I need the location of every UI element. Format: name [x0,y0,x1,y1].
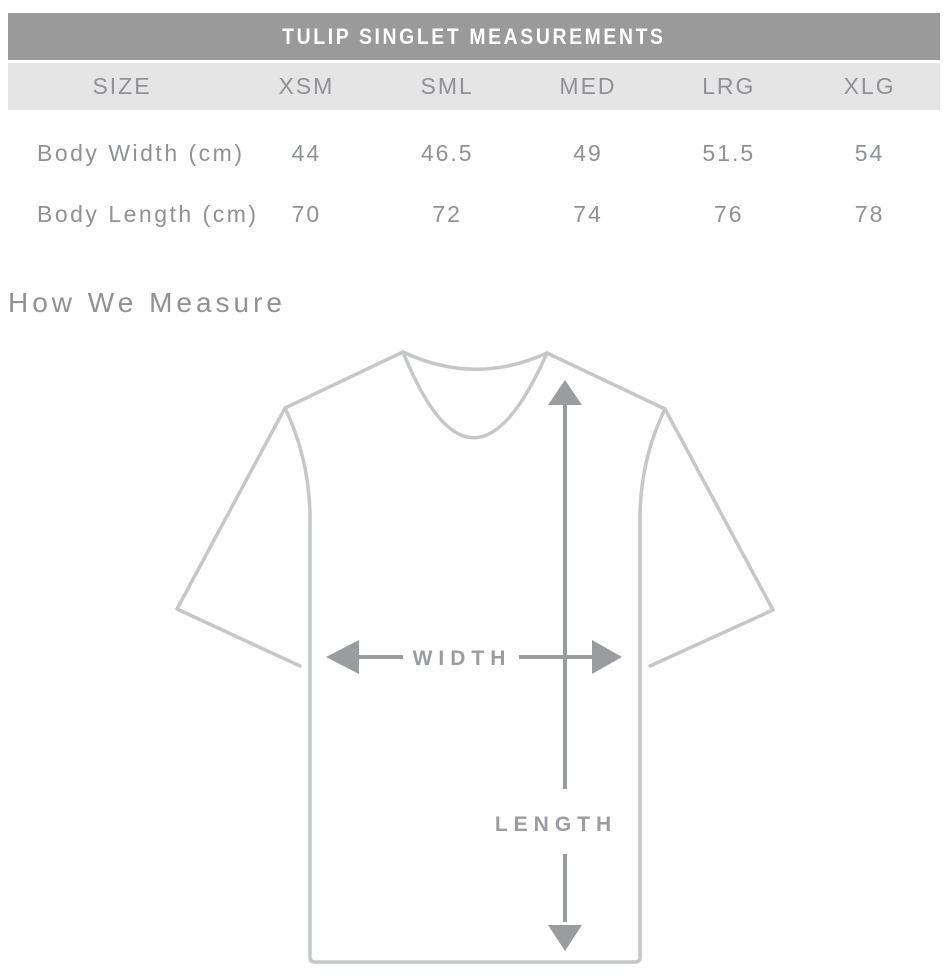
tshirt-left-sleeve [177,408,300,666]
size-col-med: MED [559,73,617,99]
table-cell: 74 [573,201,603,227]
table-cell: 70 [291,201,322,227]
table-cell: 72 [432,201,462,227]
table-cell: 46.5 [420,140,474,166]
section-heading: How We Measure [8,287,287,318]
length-label: LENGTH [494,813,618,836]
table-cell: 51.5 [702,140,756,166]
tshirt-right-sleeve [650,409,773,666]
row-label: Body Length (cm) [37,201,259,227]
table-cell: 54 [854,140,885,166]
table-cell: 49 [573,140,603,166]
table-cell: 78 [854,201,885,227]
size-column-label: SIZE [92,73,152,99]
size-col-lrg: LRG [702,73,756,99]
row-label: Body Width (cm) [37,140,245,166]
table-cell: 44 [291,140,322,166]
size-col-xlg: XLG [843,73,896,99]
table-cell: 76 [713,201,744,227]
width-label: WIDTH [412,647,512,670]
table-title: TULIP SINGLET MEASUREMENTS [282,23,666,49]
size-col-xsm: XSM [278,73,335,99]
size-col-sml: SML [420,73,474,99]
